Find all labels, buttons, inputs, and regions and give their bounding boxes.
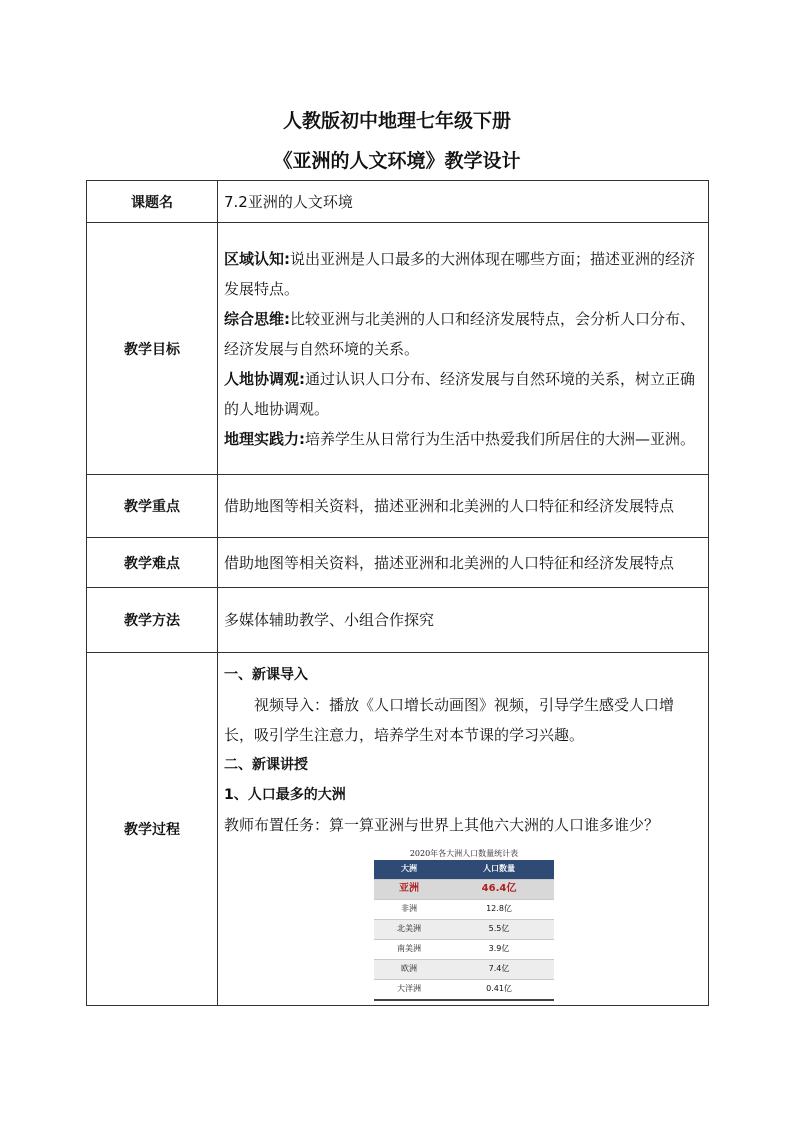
topic-label: 课题名 bbox=[87, 181, 218, 223]
population-cell: 0.41亿 bbox=[444, 979, 554, 1000]
document-title: 人教版初中地理七年级下册 bbox=[282, 110, 511, 132]
subsection-title: 1、人口最多的大洲 bbox=[224, 786, 346, 803]
population-cell: 7.4亿 bbox=[444, 959, 554, 979]
continent-cell: 欧洲 bbox=[374, 959, 444, 979]
difficulties-value: 借助地图等相关资料，描述亚洲和北美洲的人口特征和经济发展特点 bbox=[218, 538, 709, 588]
header-cell: 人口数量 bbox=[444, 860, 554, 880]
population-cell: 3.9亿 bbox=[444, 939, 554, 959]
continent-cell: 大洋洲 bbox=[374, 979, 444, 1000]
population-table bbox=[374, 860, 554, 1001]
continent-cell: 亚洲 bbox=[374, 879, 444, 899]
goals-content bbox=[218, 223, 709, 475]
goal-key: 区域认知: bbox=[224, 249, 290, 268]
process-content bbox=[218, 653, 709, 1006]
continent-cell: 南美洲 bbox=[374, 939, 444, 959]
goal-key: 综合思维: bbox=[224, 309, 290, 328]
population-row bbox=[374, 899, 554, 919]
goal-text: 说出亚洲是人口最多的大洲体现在哪些方面；描述亚洲的经济发展特点。 bbox=[224, 249, 696, 298]
goal-item bbox=[224, 364, 702, 424]
population-cell: 5.5亿 bbox=[444, 919, 554, 939]
population-row bbox=[374, 979, 554, 1000]
goals-label: 教学目标 bbox=[87, 223, 218, 475]
key-points-value: 借助地图等相关资料，描述亚洲和北美洲的人口特征和经济发展特点 bbox=[218, 475, 709, 538]
goal-key: 地理实践力: bbox=[224, 429, 305, 448]
population-row bbox=[374, 959, 554, 979]
section-title: 一、新课导入 bbox=[224, 666, 308, 683]
row-method bbox=[87, 588, 709, 653]
section-title: 二、新课讲授 bbox=[224, 756, 308, 773]
continent-cell: 北美洲 bbox=[374, 919, 444, 939]
task-text: 教师布置任务：算一算亚洲与世界上其他六大洲的人口谁多谁少？ bbox=[224, 815, 660, 834]
row-key-points bbox=[87, 475, 709, 538]
goal-item bbox=[224, 304, 702, 364]
row-process bbox=[87, 653, 709, 1006]
population-row bbox=[374, 879, 554, 899]
goal-item bbox=[224, 424, 702, 454]
continent-cell: 非洲 bbox=[374, 899, 444, 919]
topic-value: 7.2亚洲的人文环境 bbox=[218, 181, 709, 223]
population-table-header bbox=[374, 860, 554, 880]
key-points-label: 教学重点 bbox=[87, 475, 218, 538]
population-row bbox=[374, 919, 554, 939]
goal-text: 比较亚洲与北美洲的人口和经济发展特点，会分析人口分布、经济发展与自然环境的关系。 bbox=[224, 309, 696, 358]
goal-text: 通过认识人口分布、经济发展与自然环境的关系，树立正确的人地协调观。 bbox=[224, 369, 696, 418]
goal-text: 培养学生从日常行为生活中热爱我们所居住的大洲—亚洲。 bbox=[305, 429, 696, 448]
process-label: 教学过程 bbox=[87, 653, 218, 1006]
row-topic bbox=[87, 181, 709, 223]
row-difficulties bbox=[87, 538, 709, 588]
population-cell: 46.4亿 bbox=[444, 879, 554, 899]
method-value: 多媒体辅助教学、小组合作探究 bbox=[218, 588, 709, 653]
lesson-plan-table bbox=[86, 180, 709, 1006]
method-label: 教学方法 bbox=[87, 588, 218, 653]
goal-key: 人地协调观: bbox=[224, 369, 305, 388]
goal-item bbox=[224, 244, 702, 304]
population-row bbox=[374, 939, 554, 959]
population-cell: 12.8亿 bbox=[444, 899, 554, 919]
population-table-title: 2020年各大洲人口数量统计表 bbox=[409, 848, 519, 858]
document-subtitle: 《亚洲的人文环境》教学设计 bbox=[273, 150, 521, 172]
row-goals bbox=[87, 223, 709, 475]
section-text: 视频导入：播放《人口增长动画图》视频，引导学生感受人口增长，吸引学生注意力，培养学生对本节课的学习兴趣。 bbox=[224, 695, 675, 744]
header-cell: 大洲 bbox=[374, 860, 444, 880]
difficulties-label: 教学难点 bbox=[87, 538, 218, 588]
population-table-figure bbox=[374, 848, 554, 1001]
